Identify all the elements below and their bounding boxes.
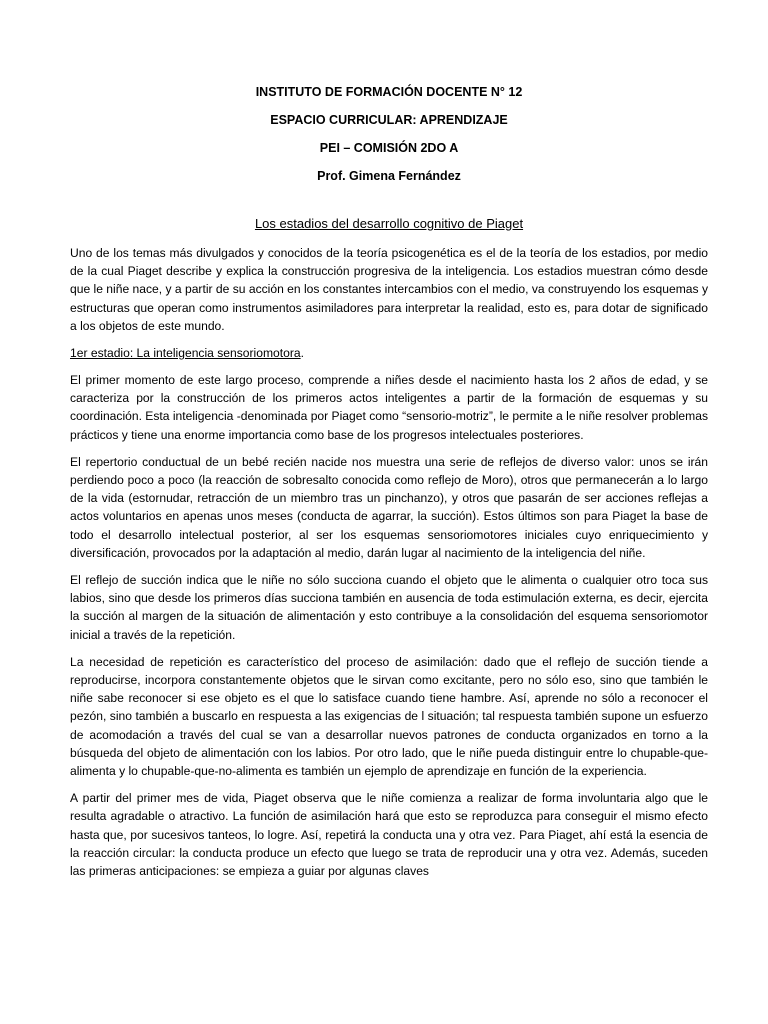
body-paragraph: El repertorio conductual de un bebé recién nacide nos muestra una serie de reflejos de diverso valor: unos se irán perdiendo poco a poco (la reacción de sobresalto conocida como reflejo de Moro), otros que permanecerán a lo largo de la vida (estornudar, retracción de un miembro tras un pinchanzo), y otros que pasarán de ser acciones reflejas a actos voluntarios en apenas unos meses (conducta de agarrar, la succión). Estos últimos son para Piaget la base de todo el desarrollo intelectual posterior, al ser los esquemas sensoriomotores iniciales cuyo enriquecimiento y diversificación, provocados por la adaptación al medio, darán lugar al nacimiento de la inteligencia del niñe. xyxy=(70,454,708,560)
document-title: Los estadios del desarrollo cognitivo de Piaget xyxy=(254,216,524,231)
body-paragraph: El primer momento de este largo proceso, comprende a niñes desde el nacimiento hasta los 2 años de edad, y se caracteriza por la construcción de los primeros actos inteligentes a partir de la formación de esquemas y su coordinación. Esta inteligencia -denominada por Piaget como “sensorio-motriz”, le permite a le niñe resolver problemas prácticos y tiene una enorme importancia como base de los progresos intelectuales posteriores. xyxy=(70,373,708,442)
body-paragraph: A partir del primer mes de vida, Piaget observa que le niñe comienza a realizar de forma involuntaria algo que le resulta agradable o atractivo. La función de asimilación hará que esto se reproduzca para conseguir el mismo efecto hasta que, por sucesivos tanteos, lo logre. Así, repetirá la conducta una y otra vez. Para Piaget, ahí está la esencia de la reacción circular: la conducta produce un efecto que luego se trata de reproducir una y otra vez. Además, suceden las primeras anticipaciones: se empieza a guiar por algunas claves xyxy=(70,791,708,879)
document-page xyxy=(70,84,708,889)
intro-paragraph: Uno de los temas más divulgados y conocidos de la teoría psicogenética es el de la teoría de los estadios, por medio de la cual Piaget describe y explica la construcción progresiva de la inteligencia. Los estadios muestran cómo desde que le niñe nace, y a partir de su acción en los constantes intercambios con el medio, va construyendo los esquemas y estructuras que operan como instrumentos asimiladores para interpretar la realidad, esto es, para dotar de significado a los objetos de este mundo. xyxy=(70,246,708,333)
section-heading xyxy=(70,344,708,362)
section-heading-period: . xyxy=(300,346,304,361)
section-heading-text: 1er estadio: La inteligencia sensoriomotora xyxy=(70,346,301,361)
body-paragraph: El reflejo de succión indica que le niñe no sólo succiona cuando el objeto que le alimenta o cualquier otro toca sus labios, sino que desde los primeros días succiona también en ausencia de toda estimulación externa, es decir, ejercita la succión al margen de la situación de alimentación y esto contribuye a la consolidación del esquema sensoriomotor inicial a través de la repetición. xyxy=(70,573,708,642)
professor-heading: Prof. Gimena Fernández xyxy=(317,169,461,183)
commission-heading: PEI – COMISIÓN 2DO A xyxy=(319,141,459,155)
subject-heading: ESPACIO CURRICULAR: APRENDIZAJE xyxy=(270,113,508,127)
body-paragraph: La necesidad de repetición es característico del proceso de asimilación: dado que el reflejo de succión tiende a reproducirse, incorpora constantemente objetos que le sirvan como excitante, pero no sólo eso, sino que también le niñe sabe reconocer si ese objeto es el que lo satisface cuando tiene hambre. Así, aprende no sólo a reconocer el pezón, sino también a buscarlo en respuesta a las exigencias de l situación; tal respuesta también supone un esfuerzo de acomodación a través del cual se van a desarrollar nuevos patrones de conducta organizados en torno a la búsqueda del objeto de alimentación con los labios. Por otro lado, que le niñe pueda distinguir entre lo chupable-que-alimenta y lo chupable-que-no-alimenta es también un ejemplo de aprendizaje en función de la experiencia. xyxy=(70,654,708,779)
institute-heading: INSTITUTO DE FORMACIÓN DOCENTE N° 12 xyxy=(255,85,523,99)
